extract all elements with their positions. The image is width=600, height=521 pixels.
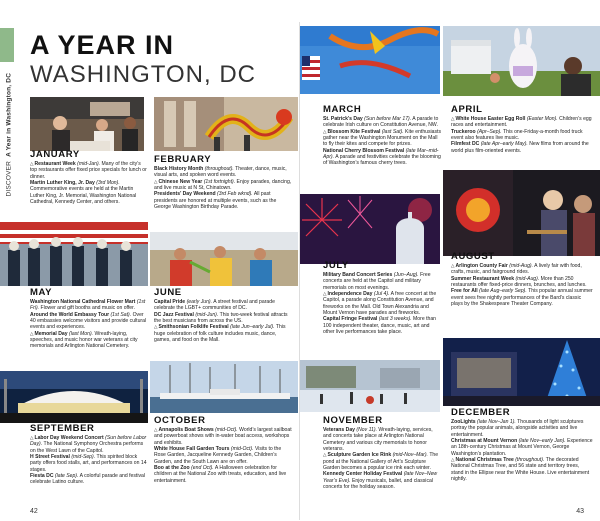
event-entry	[323, 116, 441, 129]
event-description: Theater, dance, music, visual arts, and spoken word events.	[154, 166, 287, 179]
event-title: DC Jazz Festival	[154, 311, 194, 318]
event-title: Independence Day	[327, 291, 373, 298]
event-title: Washington National Cathedral Flower Mart	[30, 299, 136, 305]
november-text	[323, 427, 441, 490]
page-gutter	[299, 22, 300, 520]
event-description: Enjoy parades, dancing, and live music at N St, Chinatown.	[154, 178, 292, 192]
event-description: Kite enthusiasts gather near the Washington Monument on the Mall to fly their kites and compete for prizes.	[323, 128, 442, 148]
page-number-right: 43	[576, 508, 584, 515]
event-title: St. Patrick’s Day	[323, 116, 363, 122]
event-entry	[323, 471, 441, 490]
event-entry	[154, 166, 294, 179]
event-date: (mid-Aug).	[509, 263, 534, 269]
event-description: The pond at the National Gallery of Art’s Sculpture Garden becomes a popular ice rink each winter.	[323, 452, 439, 472]
highlight-triangle-icon: △	[451, 457, 455, 463]
event-description: This huge celebration of folk culture includes music, dance, games, and food on the Mall.	[154, 324, 286, 344]
event-entry	[30, 180, 148, 205]
event-entry	[30, 299, 148, 312]
april-text	[451, 116, 593, 154]
event-title: Fiesta DC	[30, 473, 54, 480]
december-photo	[443, 338, 600, 406]
event-date: (last Sat).	[381, 128, 404, 135]
event-entry	[451, 263, 593, 276]
event-date: (late Nov–early Jan).	[518, 438, 566, 445]
october-text	[154, 427, 294, 484]
event-description: A free concert at the Capitol, a parade along Constitution Avenue, and fireworks on the Mall. Old Town Alexandria and Mount Vernon have parades and fireworks.	[323, 291, 437, 317]
sidebar-label	[2, 70, 14, 200]
may-heading: MAY	[30, 287, 53, 298]
event-date: (late Mar–mid-Apr).	[323, 147, 439, 161]
event-entry	[451, 276, 593, 289]
event-title: Annapolis Boat Shows	[158, 427, 214, 433]
event-title: H Street Festival	[30, 454, 70, 461]
event-entry	[154, 465, 294, 484]
event-entry	[30, 473, 148, 486]
event-entry	[323, 427, 441, 452]
event-title: Summer Restaurant Week	[451, 275, 515, 282]
march-heading: MARCH	[323, 104, 362, 115]
event-title: Sculpture Garden Ice Rink	[327, 452, 392, 459]
event-description: Over 40 embassies welcome visitors and provide cultural events and experiences.	[30, 311, 147, 331]
july-photo	[300, 194, 440, 264]
event-title: Veterans Day	[323, 427, 355, 433]
august-heading: AUGUST	[451, 251, 495, 262]
event-description: World’s largest sailboat and powerboat shows with in-water boat access, workshops and exhibits.	[154, 427, 292, 446]
event-date: (1st Sat).	[110, 311, 132, 318]
sidebar-section: DISCOVER	[5, 160, 13, 197]
event-title: Boo at the Zoo	[154, 465, 190, 472]
event-title: White House Fall Garden Tours	[154, 446, 230, 453]
event-title: Free for All	[451, 288, 478, 295]
event-date: (Jun–Aug).	[393, 272, 419, 278]
event-description: A colorful parade and festival celebrate Latino culture.	[30, 473, 145, 486]
event-entry	[30, 312, 148, 331]
event-description: This spirited block party offers food stalls, art, and performances on 14 stages.	[30, 454, 147, 473]
event-entry	[154, 446, 294, 465]
section-tab	[0, 28, 14, 62]
event-title: Military Band Concert Series	[323, 272, 393, 278]
event-description: This two-week festival attracts the best musicians from across the US.	[154, 311, 288, 325]
event-description: Commemorative events are held at the Martin Luther King, Jr. Memorial, Washington National Cathedral, Kennedy Center, and others.	[30, 186, 137, 206]
event-description: Enjoy musicals, ballet, and classical concerts for the holiday season.	[323, 477, 433, 491]
event-description: Visits to the Rose Garden, Jacqueline Kennedy Garden, Children’s Garden, and the South Lawn are on offer.	[154, 446, 282, 465]
event-entry	[323, 272, 441, 291]
event-date: (late Nov–Jan 1).	[477, 419, 516, 425]
event-description: The National Symphony Orchestra performs on the West Lawn of the Capitol.	[30, 441, 144, 454]
event-entry	[323, 148, 441, 167]
event-entry	[451, 141, 593, 154]
march-photo	[300, 26, 440, 94]
event-title: Restaurant Week	[34, 161, 76, 167]
event-date: (late Jun–early Jul).	[230, 324, 275, 331]
event-title: Martin Luther King, Jr. Day	[30, 180, 95, 187]
event-date: (3rd Mon).	[96, 180, 120, 187]
event-title: Filmfest DC	[451, 141, 480, 148]
event-entry	[451, 129, 593, 142]
november-photo	[300, 360, 440, 412]
event-description: All past presidents are honored at multiple events, such as the George Washington Birthday Parade.	[154, 191, 277, 211]
event-title: Around the World Embassy Tour	[30, 311, 110, 318]
event-description: A parade and festivities celebrate the blooming of Washington’s famous cherry trees.	[323, 154, 441, 167]
event-entry	[30, 331, 148, 350]
may-photo	[0, 222, 148, 286]
event-entry	[154, 179, 294, 192]
event-description: More than 100 independent theater, dance, music, art and other live performances take place.	[323, 316, 436, 336]
event-date: (Apr–Sep).	[477, 128, 502, 135]
november-heading: NOVEMBER	[323, 415, 383, 426]
august-text	[451, 263, 593, 307]
event-title: Christmas at Mount Vernon	[451, 438, 518, 445]
event-entry	[323, 129, 441, 148]
event-description: A Halloween celebration for children at the National Zoo with treats, education, and live entertainment.	[154, 465, 287, 484]
event-title: Truckeroo	[451, 128, 476, 135]
october-heading: OCTOBER	[154, 415, 206, 426]
event-entry	[451, 438, 593, 457]
june-text	[154, 299, 294, 343]
event-title: Memorial Day	[34, 330, 68, 337]
december-text	[451, 419, 593, 482]
event-date: (throughout).	[515, 457, 545, 464]
event-entry	[30, 161, 148, 180]
january-text	[30, 161, 148, 205]
event-date: (late Nov–New Year’s Eve).	[323, 471, 438, 484]
highlight-triangle-icon: △	[30, 435, 34, 440]
event-date: (Sun before Mar 17).	[364, 116, 412, 122]
event-date: (mid-Sep).	[71, 454, 96, 461]
event-description: Children’s egg races and entertainment.	[451, 116, 592, 129]
april-photo	[443, 26, 600, 96]
event-date: (throughout).	[204, 166, 234, 172]
january-photo	[30, 97, 144, 151]
june-photo	[150, 232, 298, 286]
page-title-line2: WASHINGTON, DC	[30, 61, 257, 88]
highlight-triangle-icon: △	[154, 427, 158, 432]
highlight-triangle-icon: △	[451, 116, 455, 121]
event-date: (mid-Jun).	[195, 311, 219, 318]
event-date: (Sun before Labor Day).	[30, 435, 147, 448]
event-description: A street festival and parade celebrate the LGBT+ communities of DC.	[154, 299, 275, 312]
event-description: A parade to celebrate Irish culture on Constitution Avenue, NW.	[323, 116, 439, 129]
event-entry	[451, 419, 593, 438]
event-date: (early Jun).	[186, 299, 213, 305]
event-date: (last Mon).	[69, 330, 94, 337]
event-date: (3rd Feb wknd).	[217, 191, 253, 198]
event-entry	[451, 116, 593, 129]
event-entry	[323, 316, 441, 335]
event-date: (Easter Mon).	[526, 116, 558, 122]
event-date: (1st fortnight).	[203, 178, 236, 185]
february-heading: FEBRUARY	[154, 154, 212, 165]
event-date: (mid-Oct).	[215, 427, 238, 433]
event-description: Wreath-laying, speeches, and music honor war veterans at city memorials and Arlington National Cemetery.	[30, 330, 138, 350]
event-title: Capital Pride	[154, 299, 186, 305]
event-title: ZooLights	[451, 419, 476, 425]
event-entry	[154, 191, 294, 210]
event-title: Kennedy Center Holiday Festival	[323, 471, 403, 478]
event-entry	[154, 299, 294, 312]
event-date: (mid-Nov–Mar).	[392, 452, 428, 459]
highlight-triangle-icon: △	[30, 161, 34, 166]
event-entry	[154, 312, 294, 325]
september-photo	[0, 371, 148, 423]
october-photo	[150, 361, 298, 413]
january-heading: JANUARY	[30, 149, 80, 160]
event-entry	[154, 324, 294, 343]
event-description: Experience an 18th-century Christmas at Mount Vernon, George Washington’s plantation.	[451, 438, 593, 457]
event-entry	[451, 288, 593, 307]
event-entry	[323, 452, 441, 471]
event-description: A lively fair with food, crafts, music, and fairground rides.	[451, 263, 582, 276]
event-description: Many of the city’s top restaurants offer fixed price specials for lunch or dinner.	[30, 161, 147, 180]
event-description: The decorated National Christmas Tree, and 56 state and territory trees, stand in the Ellipse near the White House. Live entertainment nightly.	[451, 457, 590, 483]
event-description: Wreath-laying, services, and concerts take place at Arlington National Cemetery and various city memorials to honor veterans.	[323, 427, 433, 453]
event-title: Arlington County Fair	[455, 263, 508, 269]
july-heading: JULY	[323, 260, 349, 271]
event-description: This popular annual summer event sees free nightly performances of the Bard’s classic plays by the Shakespeare Theater Company.	[451, 288, 593, 308]
event-date: (late Aug–early Sep).	[479, 288, 527, 295]
event-title: Capital Fringe Festival	[323, 316, 378, 323]
event-description: New films from around the world plus film-oriented events.	[451, 141, 589, 154]
event-date: (Jul 4).	[373, 291, 390, 298]
event-title: Labor Day Weekend Concert	[34, 435, 104, 441]
event-entry	[30, 435, 148, 454]
event-title: Presidents’ Day Weekend	[154, 191, 216, 198]
highlight-triangle-icon: △	[30, 330, 34, 336]
event-date: (mid-Oct).	[230, 446, 254, 453]
event-entry	[30, 454, 148, 473]
may-text	[30, 299, 148, 350]
event-date: (mid-Aug).	[515, 275, 540, 282]
event-date: (mid-Jan).	[77, 161, 101, 167]
april-heading: APRIL	[451, 104, 483, 115]
event-title: National Cherry Blossom Festival	[323, 147, 405, 154]
event-description: This one-Friday-a-month food truck event also features live music.	[451, 128, 583, 142]
event-title: Black History Month	[154, 166, 204, 172]
highlight-triangle-icon: △	[154, 178, 158, 184]
page-number-left: 42	[30, 508, 38, 515]
december-heading: DECEMBER	[451, 407, 511, 418]
event-entry	[451, 457, 593, 482]
highlight-triangle-icon: △	[154, 324, 158, 330]
event-title: White House Easter Egg Roll	[455, 116, 526, 122]
event-title: Chinese New Year	[158, 178, 203, 185]
event-date: (late Sep).	[54, 473, 79, 480]
event-description: Thousands of light sculptures portray the popular animals, alongside activities and live entertainment.	[451, 419, 584, 438]
event-title: Smithsonian Folklife Festival	[158, 324, 229, 331]
highlight-triangle-icon: △	[323, 291, 327, 297]
highlight-triangle-icon: △	[323, 128, 327, 134]
event-entry	[323, 291, 441, 316]
july-text	[323, 272, 441, 335]
march-text	[323, 116, 441, 167]
event-date: (last 3 weeks).	[378, 316, 412, 323]
event-description: Flower and gift booths and music on offer.	[40, 305, 135, 312]
event-date: (end Oct).	[191, 465, 214, 472]
highlight-triangle-icon: △	[323, 452, 327, 458]
event-date: (late Apr–early May).	[480, 141, 528, 148]
event-description: Free concerts are held at the Capitol and military memorials on most evenings.	[323, 272, 431, 291]
event-description: More than 250 restaurants offer fixed-price dinners, brunches, and lunches.	[451, 275, 587, 289]
february-text	[154, 166, 294, 210]
june-heading: JUNE	[154, 287, 182, 298]
september-text	[30, 435, 148, 486]
event-date: (1st Fri).	[30, 299, 146, 312]
february-photo	[154, 97, 298, 151]
event-title: Blossom Kite Festival	[327, 128, 381, 135]
sidebar-subtitle: A Year in Washington, DC	[5, 72, 13, 157]
page-title-line1: A YEAR IN	[30, 30, 175, 60]
event-title: National Christmas Tree	[455, 457, 514, 464]
august-photo	[443, 170, 600, 256]
highlight-triangle-icon: △	[451, 263, 455, 268]
september-heading: SEPTEMBER	[30, 423, 95, 434]
event-entry	[154, 427, 294, 446]
event-date: (Nov 11).	[356, 427, 377, 433]
